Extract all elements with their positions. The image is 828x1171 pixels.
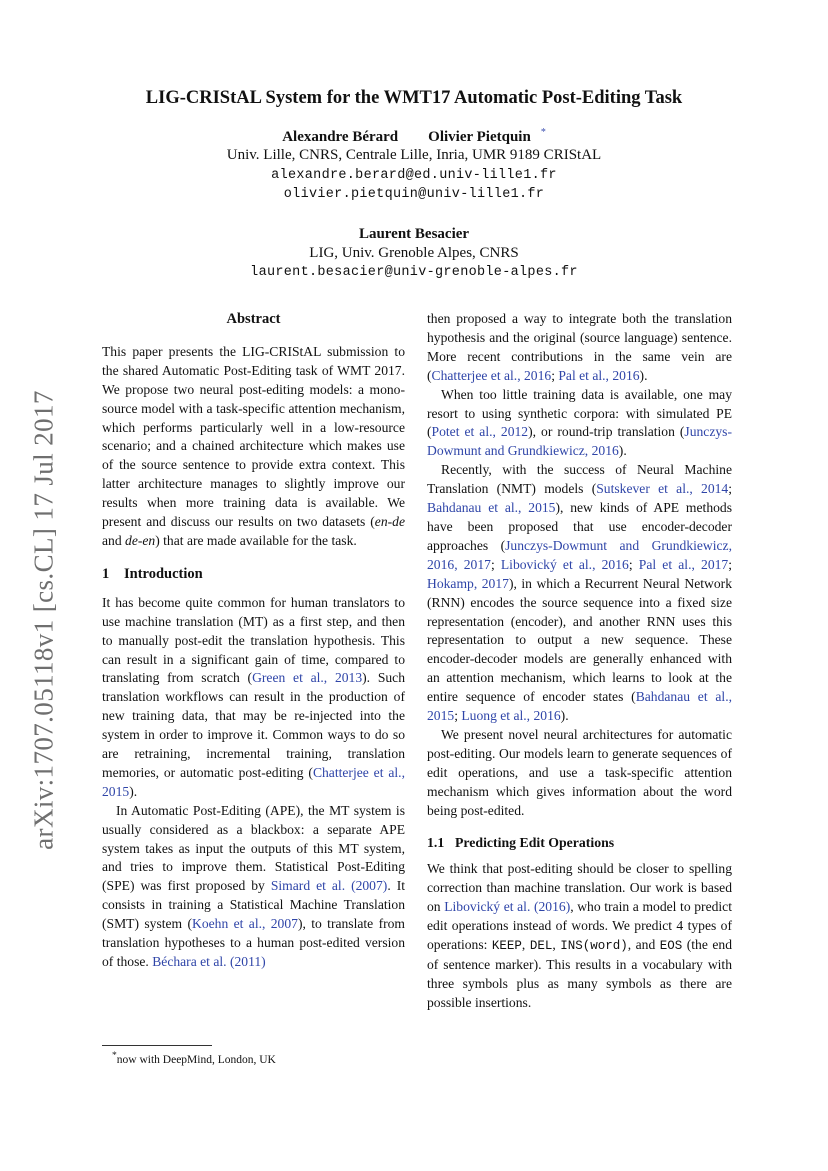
citation-link[interactable]: Junczys-Dowmunt and Grundkiewicz, 2016, 2017: [427, 537, 732, 572]
footnote: [112, 1050, 276, 1066]
citation-link[interactable]: Pal et al., 2016: [558, 367, 640, 383]
citation-link[interactable]: Sutskever et al., 2014: [596, 481, 729, 497]
citation-link[interactable]: Bahdanau et al., 2015: [427, 500, 556, 516]
author-pietquin-wrap: [418, 129, 546, 145]
text: ), new kinds of APE methods have been proposed that use encoder-decoder approaches (: [427, 500, 732, 553]
citation-link[interactable]: Junczys-Dowmunt and Grundkiewicz, 2016: [427, 424, 732, 459]
citation-link[interactable]: Green et al., 2013: [252, 670, 363, 686]
arxiv-identifier[interactable]: arXiv:1707.05118v1 [cs.CL] 17 Jul 2017: [28, 390, 59, 850]
text: ;: [628, 556, 639, 572]
footnote-marker: *: [112, 1050, 117, 1061]
text: then proposed a way to integrate both the translation hypothesis and the original (source language) sentence. More recent contributions in the same vein are (: [427, 311, 732, 383]
email-besacier[interactable]: laurent.besacier@univ-grenoble-alpes.fr: [250, 265, 578, 280]
abstract-lang-pair: en-de: [374, 514, 405, 530]
text: Recently, with the success of Neural Machine Translation (NMT) models (: [427, 462, 732, 497]
subsection-heading-edit-operations: [427, 834, 732, 853]
email-pietquin[interactable]: olivier.pietquin@univ-lille1.fr: [283, 187, 545, 202]
citation-link[interactable]: Chatterjee et al., 2016: [431, 367, 552, 383]
author-footnote-marker[interactable]: *: [540, 127, 546, 138]
citation-link[interactable]: Béchara et al. (2011): [152, 954, 266, 969]
citation-link[interactable]: Luong et al., 2016: [461, 708, 561, 724]
text: ;: [728, 556, 732, 572]
text: It has become quite common for human translators to use machine translation (MT) as a first step, and then to manually post-edit the translation hypothesis. This can result in a significant gain of time, compared to translating from scratch (: [102, 594, 405, 686]
author-berard: Alexandre Bérard: [282, 129, 399, 145]
op-del: DEL: [529, 939, 553, 953]
footnote-divider: [102, 1045, 212, 1046]
author-besacier: Laurent Besacier: [358, 226, 470, 242]
text: ).: [129, 783, 138, 799]
citation-link[interactable]: Pal et al., 2017: [638, 556, 729, 572]
section-heading-introduction: [102, 565, 405, 584]
author-pietquin: Olivier Pietquin: [428, 129, 531, 145]
email-berard[interactable]: alexandre.berard@ed.univ-lille1.fr: [271, 168, 557, 183]
abstract-heading: Abstract: [226, 311, 281, 327]
text: ;: [551, 367, 559, 383]
text: ,: [521, 937, 530, 952]
abstract-part: ) that are made available for the task.: [155, 532, 357, 548]
citation-link[interactable]: Hokamp, 2017: [427, 575, 509, 591]
abstract-lang-pair: de-en: [125, 532, 156, 548]
op-keep: KEEP: [491, 939, 522, 953]
footnote-text: now with DeepMind, London, UK: [116, 1053, 276, 1066]
citation-link[interactable]: Libovický et al., 2016: [500, 556, 629, 572]
text: We think that post-editing should be closer to spelling correction than machine translation. Our work is based on: [427, 861, 732, 915]
text: ).: [560, 708, 569, 724]
text: (the end of sentence marker). This results in a vocabulary with three symbols plus as many symbols as there are possible insertions.: [427, 937, 733, 1010]
text: ,: [552, 937, 561, 952]
citation-link[interactable]: Koehn et al., 2007: [192, 916, 298, 932]
text: ). Such translation workflows can result in the production of new training data, that may be re-injected into the system in order to improve it. Common ways to do so are retraining, incremental training, translation memories, or automatic post-editing (: [102, 670, 406, 780]
text: ).: [618, 443, 627, 459]
text: ), in which a Recurrent Neural Network (RNN) encodes the source sequence into a fixed size representation (encoder), and another RNN uses this representation to output a new sequence. These encoder-decoder models are generally enhanced with an attention mechanism, which learns to look at the entire sequence of encoder states (: [427, 575, 732, 705]
text: In Automatic Post-Editing (APE), the MT system is usually considered as a blackbox: a separate APE system takes as input the outputs of this MT system, and tries to improve them. Statistical Post-Editing (SPE) was first proposed by: [102, 802, 405, 894]
citation-link[interactable]: Chatterjee et al., 2015: [102, 764, 405, 799]
intro-paragraph-5: [427, 461, 732, 726]
abstract-text: [102, 343, 405, 551]
arxiv-sidebar: [28, 390, 59, 850]
affiliation-lille: Univ. Lille, CNRS, Centrale Lille, Inria, UMR 9189 CRIStAL: [226, 147, 602, 163]
citation-link[interactable]: Libovický et al. (2016): [444, 899, 571, 915]
op-eos: EOS: [659, 939, 683, 953]
intro-paragraph-3: [427, 310, 732, 386]
citation-link[interactable]: Bahdanau et al., 2015: [427, 689, 732, 724]
text: ;: [728, 481, 732, 497]
text: ), to translate from translation hypotheses to a human post-edited version of those.: [102, 916, 405, 969]
intro-paragraph-6: We present novel neural architectures for automatic post-editing. Our models learn to generate sequences of edit operations, and use a task-specific attention mechanism which gives information about the word being post-edited.: [427, 726, 732, 818]
text: , and: [627, 937, 660, 952]
text: ;: [454, 708, 462, 724]
abstract-part: This paper presents the LIG-CRIStAL submission to the shared Automatic Post-Editing task of WMT 2017. We propose two neural post-editing models: a mono-source model with a task-specific attention mechanism, which performs particularly well in a low-resource scenario; and a chained architecture which makes use of the source sentence to provide extra context. This latter architecture manages to slightly improve our results when more training data is available. We present and discuss our results on two datasets (: [102, 343, 405, 530]
text: , who train a model to predict edit operations instead of words. We predict 4 types of operations:: [427, 899, 732, 952]
intro-paragraph-2: [102, 802, 405, 972]
subsection-title: Predicting Edit Operations: [455, 835, 615, 851]
paper-title: LIG-CRIStAL System for the WMT17 Automatic Post-Editing Task: [145, 88, 683, 108]
authors-line: [0, 127, 828, 146]
left-column: [102, 310, 405, 972]
text: When too little training data is available, one may resort to using synthetic corpora: with simulated PE (: [427, 386, 732, 440]
subsection-number: 1.1: [427, 835, 445, 851]
intro-paragraph-4: [427, 386, 732, 462]
citation-link[interactable]: Simard et al. (2007): [270, 878, 388, 894]
section-number: 1: [102, 565, 110, 582]
intro-paragraph-1: [102, 594, 405, 802]
text: ), or round-trip translation (: [528, 424, 685, 440]
right-column: [427, 310, 732, 1013]
op-ins: INS(word): [560, 939, 628, 953]
section-title: Introduction: [124, 565, 203, 582]
citation-link[interactable]: Potet et al., 2012: [431, 424, 529, 440]
text: ).: [639, 367, 648, 383]
text: ;: [490, 556, 501, 572]
affiliation-grenoble: LIG, Univ. Grenoble Alpes, CNRS: [309, 245, 519, 261]
text: . It consists in training a Statistical Machine Translation (SMT) system (: [102, 878, 405, 932]
subsection-paragraph: [427, 860, 732, 1012]
abstract-part: and: [102, 532, 126, 548]
